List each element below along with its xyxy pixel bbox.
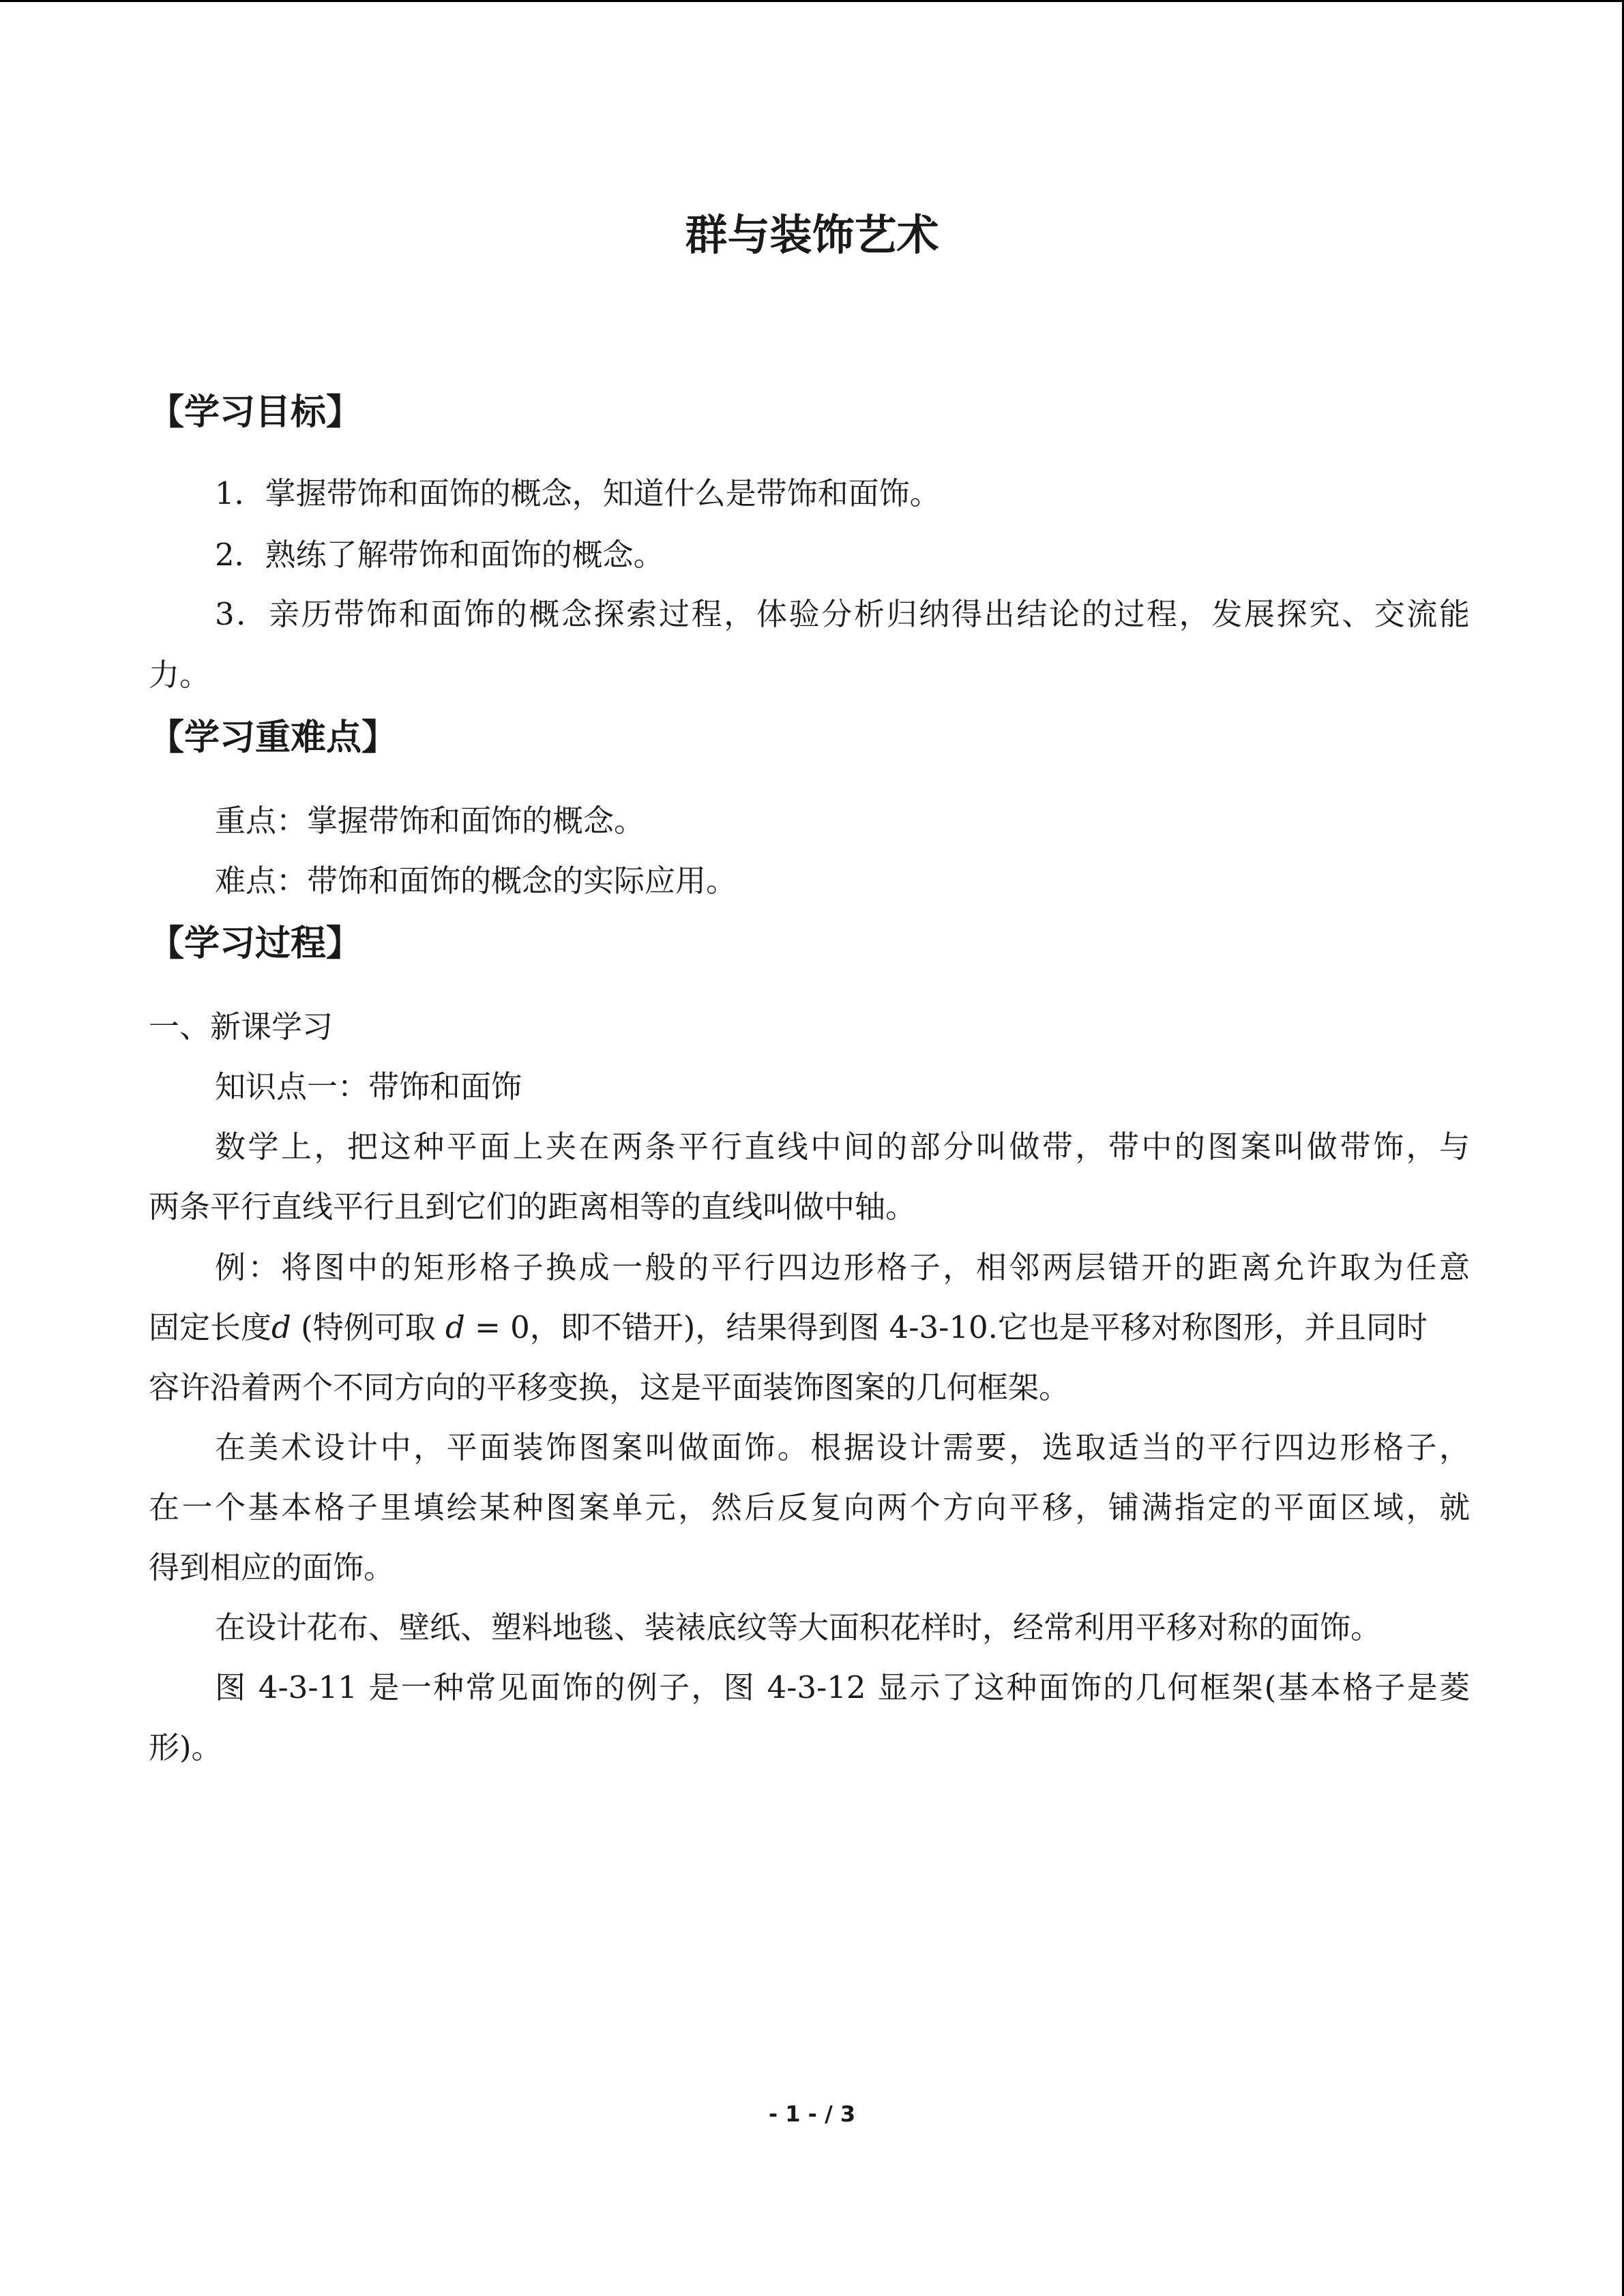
- objective-item-1: 1．掌握带饰和面饰的概念，知道什么是带饰和面饰。: [215, 475, 941, 511]
- math-var-d-2: d: [445, 1309, 465, 1345]
- paragraph-band-line-1: 数学上，把这种平面上夹在两条平行直线中间的部分叫做带，带中的图案叫做带饰，与: [215, 1129, 1470, 1165]
- paragraph-example-line-2: [149, 1307, 1428, 1348]
- page-title: 群与装饰艺术: [685, 210, 939, 260]
- paragraph-example-line-3: 容许沿着两个不同方向的平移变换，这是平面装饰图案的几何框架。: [149, 1369, 1070, 1405]
- knowledge-point-1: 知识点一：带饰和面饰: [215, 1069, 522, 1105]
- section-heading-objectives: 【学习目标】: [149, 392, 362, 433]
- subheading-new-lesson: 一、新课学习: [149, 1009, 334, 1045]
- paragraph-example-line-1: 例：将图中的矩形格子换成一般的平行四边形格子，相邻两层错开的距离允许取为任意: [215, 1249, 1470, 1285]
- objective-item-2: 2．熟练了解带饰和面饰的概念。: [215, 537, 664, 573]
- math-equals-zero: = 0: [464, 1309, 530, 1345]
- paragraph-usage: 在设计花布、壁纸、塑料地毯、装裱底纹等大面积花样时，经常利用平移对称的面饰。: [215, 1609, 1382, 1645]
- example-text-a: 固定长度: [149, 1309, 272, 1345]
- objective-item-3-cont: 力。: [149, 657, 211, 693]
- paragraph-design-line-3: 得到相应的面饰。: [149, 1549, 395, 1585]
- section-heading-key-points: 【学习重难点】: [149, 717, 398, 758]
- paragraph-figure-line-2: 形)。: [149, 1729, 222, 1765]
- section-heading-process: 【学习过程】: [149, 923, 362, 964]
- key-point-difficulty: 难点：带饰和面饰的概念的实际应用。: [215, 863, 737, 899]
- paragraph-figure-line-1: 图 4-3-11 是一种常见面饰的例子，图 4-3-12 显示了这种面饰的几何框架(基本格子是菱: [215, 1669, 1470, 1705]
- paragraph-design-line-1: 在美术设计中，平面装饰图案叫做面饰。根据设计需要，选取适当的平行四边形格子，: [215, 1429, 1470, 1465]
- example-text-c: ，即不错开)，结果得到图 4-3-10.它也是平移对称图形，并且同时: [529, 1309, 1428, 1345]
- math-var-d: d: [271, 1309, 291, 1345]
- page-border-top: [0, 0, 1624, 2]
- page-number: - 1 - / 3: [768, 2101, 856, 2127]
- objective-item-3: 3．亲历带饰和面饰的概念探索过程，体验分析归纳得出结论的过程，发展探究、交流能: [215, 596, 1470, 632]
- example-text-b: (特例可取: [301, 1309, 436, 1345]
- paragraph-design-line-2: 在一个基本格子里填绘某种图案单元，然后反复向两个方向平移，铺满指定的平面区域，就: [149, 1489, 1470, 1525]
- paragraph-band-line-2: 两条平行直线平行且到它们的距离相等的直线叫做中轴。: [149, 1189, 917, 1225]
- key-point-focus: 重点：掌握带饰和面饰的概念。: [215, 803, 645, 839]
